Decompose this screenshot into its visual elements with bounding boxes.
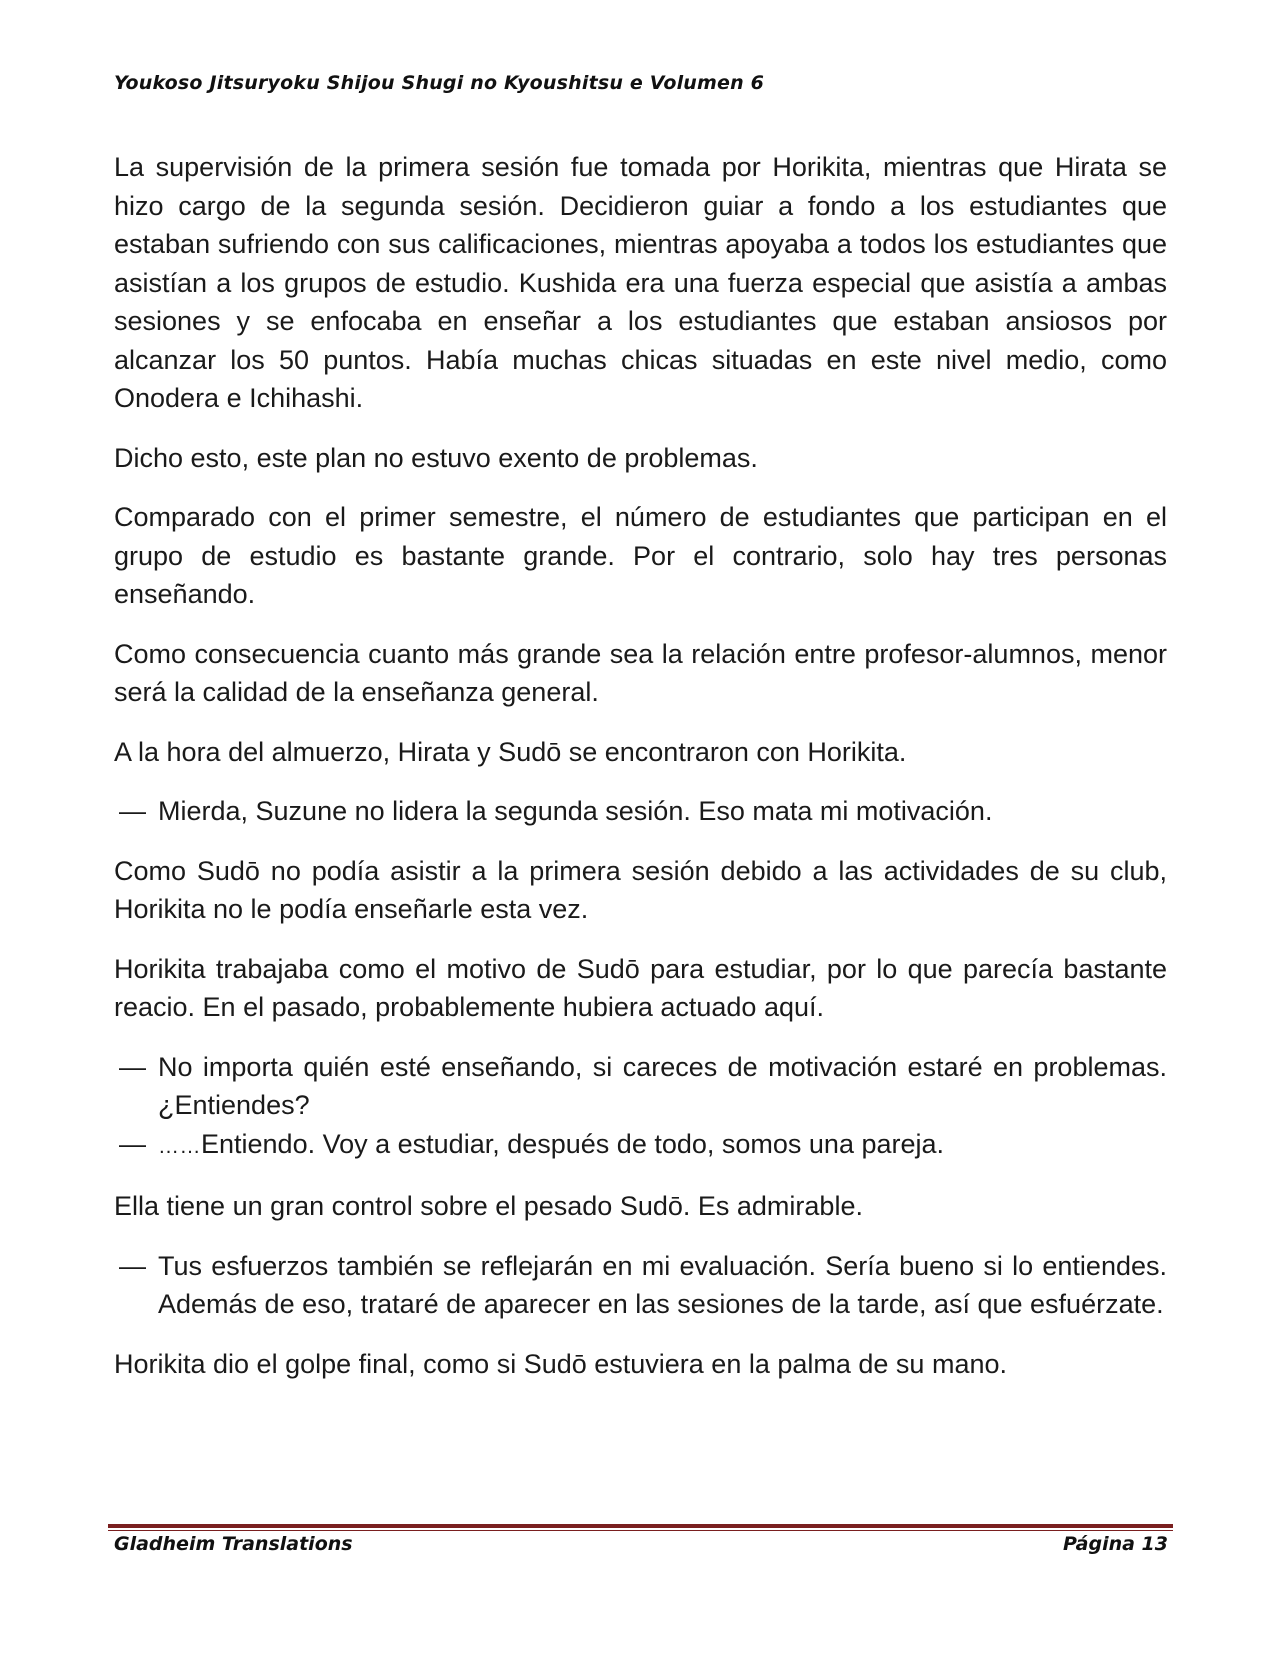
page-number: Página 13 [1062,1533,1168,1555]
dialogue-dash: — [119,796,146,826]
paragraph: Como consecuencia cuanto más grande sea la relación entre profesor-alumnos, menor será la calidad de la enseñanza general. [114,638,1167,707]
footer-divider [108,1524,1173,1531]
dialogue-line [114,1125,1167,1167]
paragraph: A la hora del almuerzo, Hirata y Sudō se encontraron con Horikita. [114,736,907,767]
dialogue-text: No importa quién esté enseñando, si careces de motivación estaré en problemas. ¿Entiendes? [158,1051,1167,1120]
dialogue-dash: — [119,1051,146,1082]
dialogue-block [114,1247,1167,1324]
dialogue-text: Mierda, Suzune no lidera la segunda sesión. Eso mata mi motivación. [158,796,993,826]
dialogue-line [114,792,1167,831]
dialogue-block [114,1048,1167,1167]
paragraph: Horikita trabajaba como el motivo de Sudō para estudiar, por lo que parecía bastante reacio. En el pasado, probablemente hubiera actuado aquí. [114,953,1167,1022]
paragraph: La supervisión de la primera sesión fue tomada por Horikita, mientras que Hirata se hizo cargo de la segunda sesión. Decidieron guiar a fondo a los estudiantes que estaban sufriendo con sus calificaciones, mientras apoyaba a todos los estudiantes que asistían a los grupos de estudio. Kushida era una fuerza especial que asistía a ambas sesiones y se enfocaba en enseñar a los estudiantes que estaban ansiosos por alcanzar los 50 puntos. Había muchas chicas situadas en este nivel medio, como Onodera e Ichihashi. [114,152,1167,413]
dialogue-block [114,792,1167,831]
dialogue-dash: — [119,1128,146,1159]
paragraph: Dicho esto, este plan no estuvo exento de problemas. [114,442,758,473]
paragraph: Ella tiene un gran control sobre el pesado Sudō. Es admirable. [114,1191,863,1221]
dialogue-text: Entiendo. Voy a estudiar, después de todo, somos una pareja. [201,1128,945,1159]
dialogue-ellipsis: …… [158,1134,201,1158]
dialogue-line [114,1247,1167,1324]
footer-translator: Gladheim Translations [114,1533,353,1555]
running-header: Youkoso Jitsuryoku Shijou Shugi no Kyoushitsu e Volumen 6 [114,72,765,94]
paragraph: Comparado con el primer semestre, el número de estudiantes que participan en el grupo de estudio es bastante grande. Por el contrario, solo hay tres personas enseñando. [114,502,1167,609]
chapter-body [114,148,1167,1404]
paragraph: Horikita dio el golpe final, como si Sudō estuviera en la palma de su mano. [114,1348,1007,1379]
dialogue-text-wrapper [158,1125,1167,1167]
dialogue-line [114,1048,1167,1125]
footer-rule-thin [108,1530,1173,1531]
paragraph: Como Sudō no podía asistir a la primera sesión debido a las actividades de su club, Horikita no le podía enseñarle esta vez. [114,855,1167,924]
dialogue-text: Tus esfuerzos también se reflejarán en mi evaluación. Sería bueno si lo entiendes. Además de eso, trataré de aparecer en las sesiones de la tarde, así que esfuérzate. [158,1250,1167,1319]
dialogue-dash: — [119,1250,146,1281]
